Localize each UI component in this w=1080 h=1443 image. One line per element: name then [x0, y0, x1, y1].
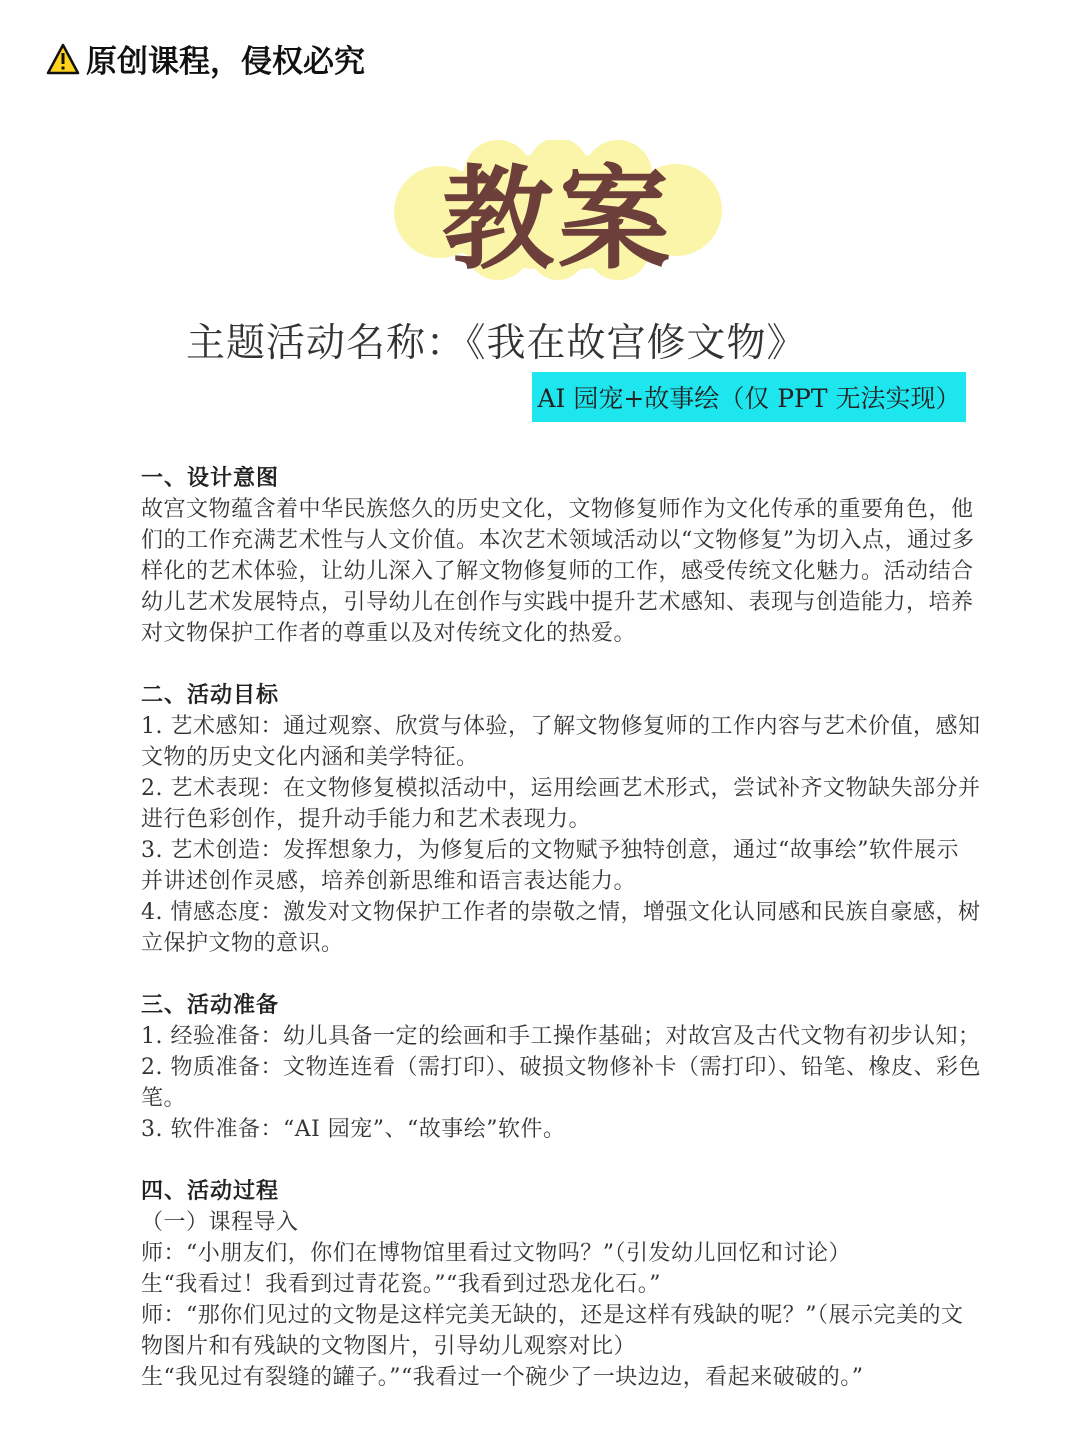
document-title: 教案 [442, 154, 674, 285]
objective-item: 2. 艺术表现：在文物修复模拟活动中，运用绘画艺术形式，尝试补齐文物缺失部分并进行色彩创作，提升动手能力和艺术表现力。 [141, 776, 981, 832]
preparation-item: 3. 软件准备：“AI 园宠”、“故事绘”软件。 [141, 1117, 566, 1142]
section-process [141, 1176, 981, 1393]
objective-item: 4. 情感态度：激发对文物保护工作者的崇敬之情，增强文化认同感和民族自豪感，树立保护文物的意识。 [141, 900, 981, 956]
warning-triangle-icon [46, 43, 80, 75]
section-heading: 二、活动目标 [141, 682, 280, 708]
warning-text: 原创课程，侵权必究 [86, 44, 365, 80]
paragraph: 故宫文物蕴含着中华民族悠久的历史文化，文物修复师作为文化传承的重要角色，他们的工作充满艺术性与人文价值。本次艺术领域活动以“文物修复”为切入点，通过多样化的艺术体验，让幼儿深入了解文物修复师的工作，感受传统文化魅力。活动结合幼儿艺术发展特点，引导幼儿在创作与实践中提升艺术感知、表现与创造能力，培养对文物保护工作者的尊重以及对传统文化的热爱。 [141, 497, 975, 646]
dialogue-line: 师：“小朋友们，你们在博物馆里看过文物吗？”（引发幼儿回忆和讨论） [141, 1241, 851, 1266]
process-subheading: （一）课程导入 [141, 1210, 299, 1235]
section-preparation [141, 990, 981, 1145]
preparation-item: 2. 物质准备：文物连连看（需打印）、破损文物修补卡（需打印）、铅笔、橡皮、彩色笔。 [141, 1055, 981, 1111]
section-objectives [141, 680, 981, 959]
preparation-item: 1. 经验准备：幼儿具备一定的绘画和手工操作基础；对故宫及古代文物有初步认知； [141, 1024, 981, 1049]
highlight-tag-text: AI 园宠+故事绘（仅 PPT 无法实现） [537, 384, 961, 413]
section-design-intent [141, 463, 981, 649]
objective-item: 1. 艺术感知：通过观察、欣赏与体验，了解文物修复师的工作内容与艺术价值，感知文物的历史文化内涵和美学特征。 [141, 714, 981, 770]
section-heading: 一、设计意图 [141, 465, 280, 491]
activity-name: 主题活动名称：《我在故宫修文物》 [186, 321, 807, 366]
lesson-content [141, 463, 981, 1393]
objective-item: 3. 艺术创造：发挥想象力，为修复后的文物赋予独特创意，通过“故事绘”软件展示并讲述创作灵感，培养创新思维和语言表达能力。 [141, 838, 959, 894]
dialogue-line: 生“我见过有裂缝的罐子。”“我看过一个碗少了一块边边，看起来破破的。” [141, 1365, 864, 1390]
copyright-warning [46, 36, 365, 81]
highlight-tag [532, 372, 966, 422]
dialogue-line: 生“我看过！我看到过青花瓷。”“我看到过恐龙化石。” [141, 1272, 661, 1297]
dialogue-line: 师：“那你们见过的文物是这样完美无缺的，还是这样有残缺的呢？”（展示完美的文物图片和有残缺的文物图片，引导幼儿观察对比） [141, 1303, 964, 1359]
section-heading: 三、活动准备 [141, 992, 280, 1018]
section-heading: 四、活动过程 [141, 1178, 280, 1204]
